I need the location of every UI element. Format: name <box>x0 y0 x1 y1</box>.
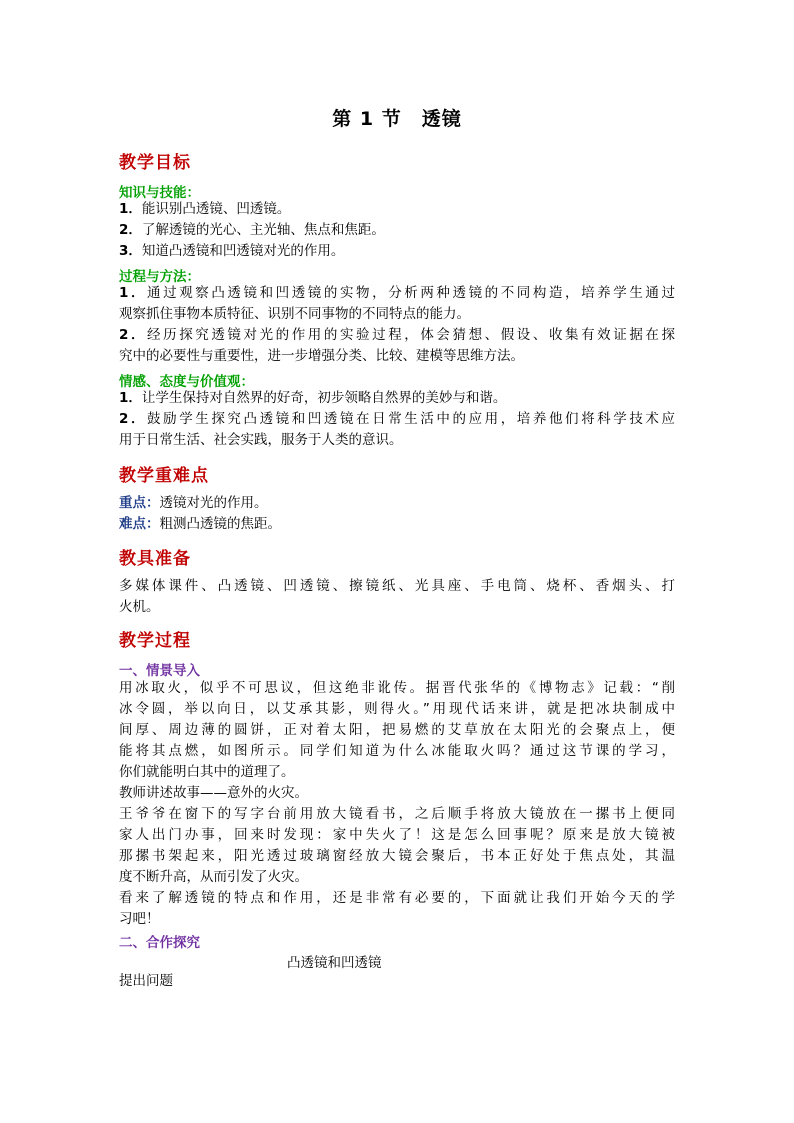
list-item: 1．让学生保持对自然界的好奇，初步领略自然界的美妙与和谐。 <box>119 390 507 406</box>
list-item: 1．通过观察凸透镜和凹透镜的实物，分析两种透镜的不同构造，培养学生通过 <box>119 285 675 301</box>
list-item-continued: 观察抓住事物本质特征、识别不同事物的不同特点的能力。 <box>119 306 470 322</box>
paragraph-line: 家人出门办事，回来时发现：家中失火了！这是怎么回事呢？原来是放大镜被 <box>119 827 675 843</box>
subheading-intro: 一、情景导入 <box>119 663 200 679</box>
paragraph-line: 间厚、周边薄的圆饼，正对着太阳，把易燃的艾草放在太阳光的会聚点上，便 <box>119 722 675 738</box>
list-item: 3．知道凸透镜和凹透镜对光的作用。 <box>119 243 345 259</box>
difficulty-line: 难点：粗测凸透镜的焦距。 <box>119 516 281 532</box>
section-heading-keypoints: 教学重难点 <box>119 466 209 486</box>
paragraph-line: 习吧！ <box>119 911 160 927</box>
paragraph-line: 度不断升高，从而引发了火灾。 <box>119 869 308 885</box>
list-item-continued: 用于日常生活、社会实践，服务于人类的意识。 <box>119 432 403 448</box>
paragraph-line: 你们就能明白其中的道理了。 <box>119 764 295 780</box>
list-item: 1．能识别凸透镜、凹透镜。 <box>119 201 291 217</box>
list-item: 2．经历探究透镜对光的作用的实验过程，体会猜想、假设、收集有效证据在探 <box>119 327 675 343</box>
explore-subtitle: 凸透镜和凹透镜 <box>287 955 382 971</box>
difficulty-label: 难点： <box>119 516 160 532</box>
focus-line: 重点：透镜对光的作用。 <box>119 495 268 511</box>
materials-text: 多媒体课件、凸透镜、凹透镜、擦镜纸、光具座、手电筒、烧杯、香烟头、打 <box>119 578 675 594</box>
page-title: 第 1 节 透镜 <box>332 108 462 130</box>
ask-question-label: 提出问题 <box>119 973 173 989</box>
materials-text-continued: 火机。 <box>119 599 160 615</box>
list-item: 2．鼓励学生探究凸透镜和凹透镜在日常生活中的应用，培养他们将科学技术应 <box>119 411 675 427</box>
list-item: 2．了解透镜的光心、主光轴、焦点和焦距。 <box>119 222 385 238</box>
paragraph-line: 教师讲述故事——意外的火灾。 <box>119 785 308 801</box>
list-item-continued: 究中的必要性与重要性，进一步增强分类、比较、建模等思维方法。 <box>119 348 524 364</box>
section-heading-materials: 教具准备 <box>119 549 191 569</box>
paragraph-line: 那摞书架起来，阳光透过玻璃窗经放大镜会聚后，书本正好处于焦点处，其温 <box>119 848 675 864</box>
subheading-emotion-values: 情感、态度与价值观： <box>119 374 254 390</box>
paragraph-line: 王爷爷在窗下的写字台前用放大镜看书，之后顺手将放大镜放在一摞书上便同 <box>119 806 675 822</box>
paragraph-line: 能将其点燃，如图所示。同学们知道为什么冰能取火吗？通过这节课的学习， <box>119 743 675 759</box>
focus-label: 重点： <box>119 495 160 511</box>
subheading-process-methods: 过程与方法： <box>119 269 200 285</box>
paragraph-line: 看来了解透镜的特点和作用，还是非常有必要的，下面就让我们开始今天的学 <box>119 890 675 906</box>
paragraph-line: 冰令圆，举以向日，以艾承其影，则得火。”用现代话来讲，就是把冰块制成中 <box>119 701 675 717</box>
subheading-knowledge: 知识与技能： <box>119 185 200 201</box>
subheading-explore: 二、合作探究 <box>119 935 200 951</box>
section-heading-process: 教学过程 <box>119 631 191 651</box>
paragraph-line: 用冰取火，似乎不可思议，但这绝非讹传。据晋代张华的《博物志》记载：“削 <box>119 680 675 696</box>
section-heading-goals: 教学目标 <box>119 153 191 173</box>
